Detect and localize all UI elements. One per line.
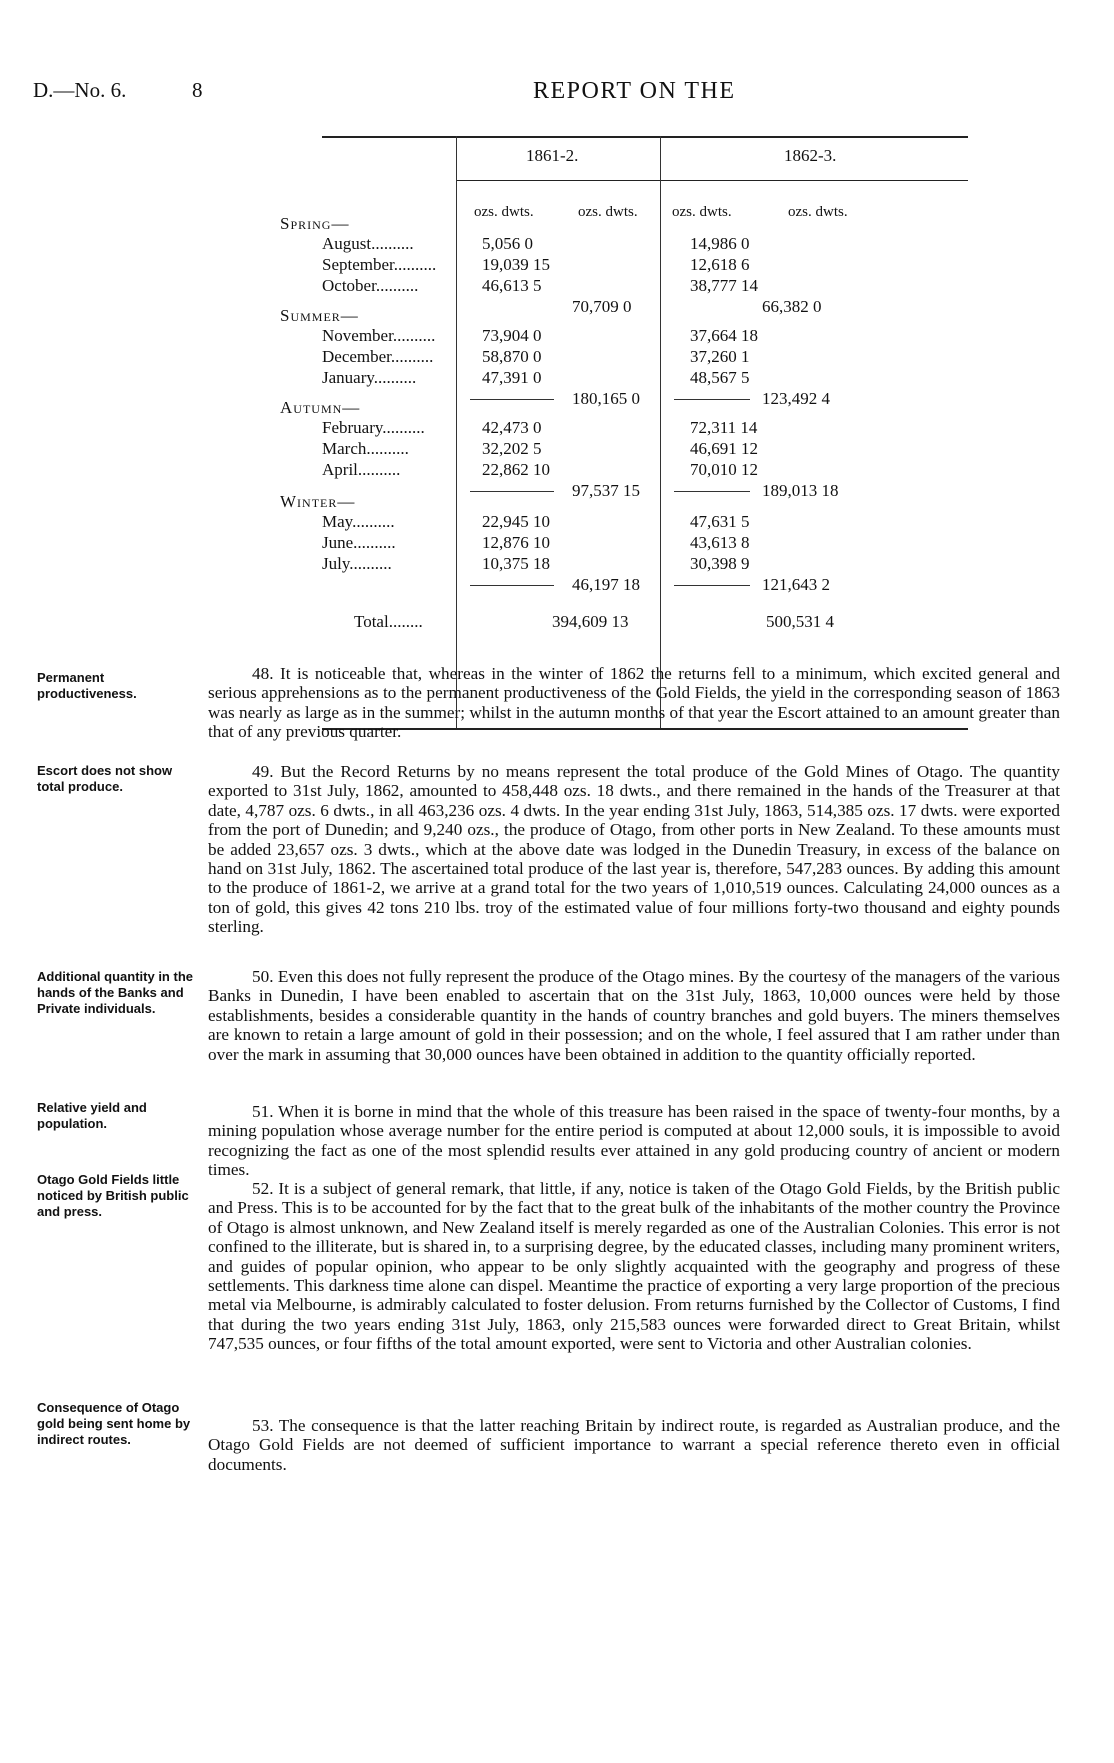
month-label [322, 512, 395, 532]
margin-note-relative-yield: Relative yield and population. [37, 1100, 147, 1131]
header-bottom-rule [456, 180, 968, 181]
value-1862: 47,631 5 [690, 512, 750, 531]
month-label [322, 368, 416, 388]
leader-dots: .......... [392, 326, 436, 345]
paragraph-53: 53. The consequence is that the latter reaching Britain by indirect route, is regarded as Australian produce, and the Otago Gold Fields are not deemed of sufficient importance to warrant a special reference thereto even in official documents. [208, 1416, 1060, 1474]
margin-note-indirect-routes: Consequence of Otago gold being sent home by indirect routes. [37, 1400, 191, 1447]
table-top-rule [322, 136, 968, 138]
total-1862: 500,531 4 [766, 612, 834, 631]
season-label: Summer— [280, 306, 359, 325]
subtotal-1862: 189,013 18 [762, 481, 839, 500]
value-1861: 42,473 0 [482, 418, 542, 437]
value-1862: 37,664 18 [690, 326, 758, 345]
month-name: December [322, 347, 391, 366]
subtotal-1861: 46,197 18 [572, 575, 640, 594]
value-1861: 47,391 0 [482, 368, 542, 387]
leader-dots: ........ [388, 612, 423, 631]
total-1861: 394,609 13 [552, 612, 629, 631]
month-label [322, 234, 414, 254]
value-1861: 19,039 15 [482, 255, 550, 274]
leader-dots: .......... [390, 347, 434, 366]
unit-label: ozs. dwts. [672, 204, 732, 220]
season-label: Autumn— [280, 398, 361, 417]
month-label [322, 255, 436, 275]
total-label [354, 612, 423, 632]
month-label [322, 439, 409, 459]
subtotal-1862: 123,492 4 [762, 389, 830, 408]
subtotal-1861: 180,165 0 [572, 389, 640, 408]
column-divider-middle [660, 136, 661, 728]
month-name: August [322, 234, 372, 253]
value-1861: 12,876 10 [482, 533, 550, 552]
month-label [322, 554, 392, 574]
value-1861: 22,945 10 [482, 512, 550, 531]
unit-label: ozs. dwts. [578, 204, 638, 220]
leader-dots: .......... [382, 418, 425, 437]
leader-dots: .......... [375, 276, 419, 295]
month-name: July [322, 554, 350, 573]
subtotal-rule [470, 585, 554, 586]
value-1862: 37,260 1 [690, 347, 750, 366]
margin-note-escort: Escort does not show total produce. [37, 763, 173, 794]
subtotal-rule [674, 491, 750, 492]
value-1862: 43,613 8 [690, 533, 750, 552]
subtotal-1861: 70,709 0 [572, 297, 632, 316]
leader-dots: .......... [357, 460, 401, 479]
month-label [322, 276, 418, 296]
value-1861: 22,862 10 [482, 460, 550, 479]
value-1861: 32,202 5 [482, 439, 542, 458]
leader-dots: .......... [353, 533, 396, 552]
month-label [322, 326, 435, 346]
page-number: 8 [192, 78, 203, 102]
month-label [322, 533, 396, 553]
gold-returns-table [280, 136, 968, 730]
leader-dots: .......... [349, 554, 392, 573]
month-name: October [322, 276, 376, 295]
subtotal-1862: 121,643 2 [762, 575, 830, 594]
year-header-1861: 1861-2. [526, 146, 579, 165]
leader-dots: .......... [352, 512, 395, 531]
month-name: January [322, 368, 374, 387]
value-1862: 30,398 9 [690, 554, 750, 573]
value-1861: 10,375 18 [482, 554, 550, 573]
margin-note-permanent-productiveness: Permanent productiveness. [37, 670, 137, 701]
value-1861: 5,056 0 [482, 234, 533, 253]
value-1862: 12,618 6 [690, 255, 750, 274]
value-1861: 58,870 0 [482, 347, 542, 366]
month-name: April [322, 460, 358, 479]
season-label: Spring— [280, 214, 350, 233]
subtotal-1862: 66,382 0 [762, 297, 822, 316]
month-label [322, 418, 425, 438]
value-1862: 38,777 14 [690, 276, 758, 295]
leader-dots: .......... [366, 439, 409, 458]
value-1862: 70,010 12 [690, 460, 758, 479]
leader-dots: .......... [373, 368, 417, 387]
subtotal-1861: 97,537 15 [572, 481, 640, 500]
month-label [322, 460, 400, 480]
paragraph-50: 50. Even this does not fully represent the produce of the Otago mines. By the courtesy of the managers of the various Banks in Dunedin, I have been enabled to ascertain that on the 31st July, 1863, 10,000 ounces were held by those establishments, besides a considerable quantity in the hands of country branches and gold buyers. The miners themselves are known to retain a large amount of gold in their possession; and on the whole, I feel assured that I am rather under than over the mark in assuming that 30,000 ounces have been obtained in addition to the quantity officially reported. [208, 967, 1060, 1064]
value-1862: 46,691 12 [690, 439, 758, 458]
paragraph-51: 51. When it is borne in mind that the whole of this treasure has been raised in the space of twenty-four months, by a mining population whose average number for the entire period is computed at about 12,000 souls, it is impossible to avoid recognizing the fact as one of the most splendid results ever attained in any gold producing country of ancient or modern times. [208, 1102, 1060, 1180]
total-label-text: Total [354, 612, 389, 631]
document-reference: D.—No. 6. [33, 78, 127, 102]
value-1862: 72,311 14 [690, 418, 758, 437]
month-name: March [322, 439, 367, 458]
month-name: November [322, 326, 393, 345]
month-name: September [322, 255, 394, 274]
page-header [0, 72, 1114, 112]
subtotal-rule [674, 585, 750, 586]
paragraph-52: 52. It is a subject of general remark, that little, if any, notice is taken of the Otago Gold Fields, by the British public and Press. This is to be accounted for by the fact that to the great bulk of the inhabitants of the mother country the Province of Otago is almost unknown, and New Zealand itself is merely regarded as one of the Australian Colonies. This error is not confined to the illiterate, but is shared in, to a surprising degree, by the educated classes, including many prominent writers, and guides of popular opinion, who appear to be only slightly acquainted with the geography and progress of these settlements. This darkness time alone can dispel. Meantime the practice of exporting a very large proportion of the precious metal via Melbourne, is admirably calculated to foster delusion. From returns furnished by the Collector of Customs, I find that during the two years ending 31st July, 1863, only 215,583 ounces were forwarded direct to Great Britain, whilst 747,535 ounces, or four fifths of the total amount exported, were sent to Victoria and other Australian colonies. [208, 1179, 1060, 1354]
unit-label: ozs. dwts. [474, 204, 534, 220]
unit-label: ozs. dwts. [788, 204, 848, 220]
value-1862: 14,986 0 [690, 234, 750, 253]
paragraph-48: 48. It is noticeable that, whereas in the winter of 1862 the returns fell to a minimum, which excited general and serious apprehensions as to the permanent productiveness of the Gold Fields, the yield in the corresponding season of 1863 was nearly as large as in the summer; whilst in the autumn months of that year the Escort attained to an amount greater than that of any previous quarter. [208, 664, 1060, 742]
month-name: June [322, 533, 354, 552]
subtotal-rule [674, 399, 750, 400]
paragraph-49: 49. But the Record Returns by no means represent the total produce of the Gold Mines of Otago. The quantity exported to 31st July, 1862, amounted to 458,448 ozs. 18 dwts., and there remained in the hands of the Treasurer at that date, 4,787 ozs. 6 dwts., in all 463,236 ozs. 4 dwts. In the year ending 31st July, 1863, 514,385 ozs. 17 dwts. were exported from the port of Dunedin; and 9,240 ozs., the produce of Otago, from other ports in New Zealand. To these amounts must be added 23,657 ozs. 3 dwts., which at the above date was lodged in the Dunedin Treasury, in excess of the balance on hand on 31st July, 1862. The ascertained total produce of the last year is, therefore, 547,283 ounces. By adding this amount to the produce of 1861-2, we arrive at a grand total for the two years of 1,010,519 ounces. Calculating 24,000 ounces as a ton of gold, this gives 42 tons 210 lbs. troy of the estimated value of four millions forty-two thousand and eighty pounds sterling. [208, 762, 1060, 937]
subtotal-rule [470, 399, 554, 400]
column-divider-left [456, 136, 457, 728]
month-name: May [322, 512, 353, 531]
value-1862: 48,567 5 [690, 368, 750, 387]
margin-note-british-press: Otago Gold Fields little noticed by British public and press. [37, 1172, 189, 1219]
margin-note-banks: Additional quantity in the hands of the Banks and Private individuals. [37, 969, 193, 1016]
month-name: February [322, 418, 383, 437]
leader-dots: .......... [371, 234, 414, 253]
page-title: REPORT ON THE [533, 78, 736, 104]
season-label: Winter— [280, 492, 356, 511]
leader-dots: .......... [393, 255, 437, 274]
month-label [322, 347, 433, 367]
year-header-1862: 1862-3. [784, 146, 837, 165]
subtotal-rule [470, 491, 554, 492]
value-1861: 46,613 5 [482, 276, 542, 295]
value-1861: 73,904 0 [482, 326, 542, 345]
